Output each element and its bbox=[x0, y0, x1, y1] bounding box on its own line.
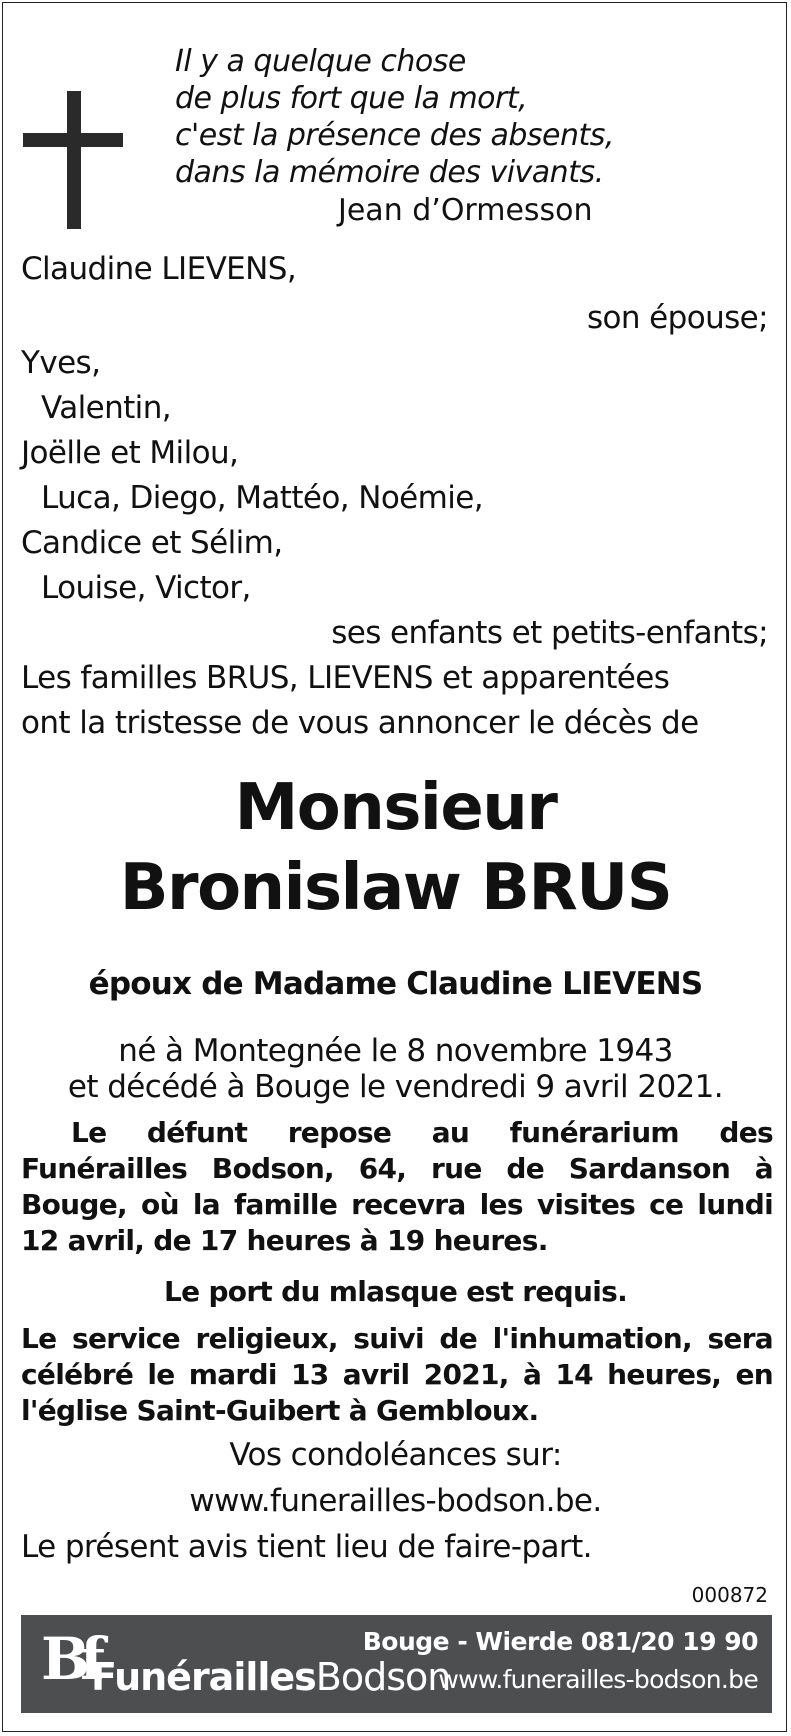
condolences-label: Vos condoléances sur: bbox=[229, 1437, 562, 1473]
bodson-logo-icon: Bf bbox=[41, 1625, 95, 1693]
brand-name-b: Bodson bbox=[315, 1655, 451, 1699]
announce-line: ont la tristesse de vous annoncer le décès de bbox=[21, 705, 699, 741]
quote-line: dans la mémoire des vivants. bbox=[175, 155, 604, 190]
quote-line: c'est la présence des absents, bbox=[175, 118, 614, 153]
cross-icon bbox=[67, 91, 81, 229]
visitation-text: Le défunt repose au funérarium des Funérailles Bodson, 64, rue de Sardanson à Bouge, où la famille recevra les visites ce lundi 12 avril, de 17 heures à 19 heures. bbox=[21, 1116, 773, 1257]
obituary-notice bbox=[2, 2, 787, 1732]
contact-line bbox=[363, 1627, 758, 1656]
quote-author: Jean d’Ormesson bbox=[338, 193, 593, 228]
deceased-name: Bronislaw BRUS bbox=[119, 851, 672, 925]
spouse-role: son épouse; bbox=[586, 300, 768, 336]
quote-line: de plus fort que la mort, bbox=[175, 81, 528, 116]
birth-info: né à Montegnée le 8 novembre 1943 bbox=[118, 1033, 673, 1069]
cross-icon-bar bbox=[23, 133, 123, 147]
spouse-of: époux de Madame Claudine LIEVENS bbox=[88, 966, 703, 1002]
death-info: et décédé à Bouge le vendredi 9 avril 2021. bbox=[67, 1069, 724, 1105]
mask-notice: Le port du mlasque est requis. bbox=[163, 1275, 628, 1308]
brand-name-a: Funérailles bbox=[91, 1655, 316, 1699]
family-member: Luca, Diego, Mattéo, Noémie, bbox=[41, 480, 483, 516]
quote-block bbox=[175, 43, 614, 191]
notice-line: Le présent avis tient lieu de faire-part. bbox=[21, 1529, 592, 1565]
family-member: Yves, bbox=[21, 345, 101, 381]
funeral-home-banner bbox=[21, 1615, 772, 1713]
children-role: ses enfants et petits-enfants; bbox=[331, 615, 768, 651]
brand-name bbox=[91, 1655, 450, 1699]
location: Bouge - Wierde bbox=[362, 1627, 573, 1656]
service-text: Le service religieux, suivi de l'inhumation, sera célébré le mardi 13 avril 2021, à 14 heures, en l'église Saint-Guibert à Gembloux. bbox=[21, 1322, 773, 1427]
phone-number[interactable]: 081/20 19 90 bbox=[580, 1627, 758, 1656]
quote-line: Il y a quelque chose bbox=[175, 44, 466, 79]
service-info bbox=[21, 1321, 773, 1429]
footer-website[interactable]: www.funerailles-bodson.be bbox=[438, 1665, 758, 1694]
condolences-link[interactable]: www.funerailles-bodson.be. bbox=[189, 1483, 602, 1519]
reference-number: 000872 bbox=[691, 1583, 768, 1607]
family-member: Valentin, bbox=[41, 390, 171, 426]
families-line: Les familles BRUS, LIEVENS et apparentées bbox=[21, 660, 670, 696]
deceased-title: Monsieur bbox=[234, 771, 557, 845]
family-member: Joëlle et Milou, bbox=[21, 435, 239, 471]
family-member: Candice et Sélim, bbox=[21, 525, 283, 561]
spouse-name: Claudine LIEVENS, bbox=[21, 251, 297, 287]
family-member: Louise, Victor, bbox=[41, 570, 251, 606]
visitation-info bbox=[21, 1115, 773, 1259]
